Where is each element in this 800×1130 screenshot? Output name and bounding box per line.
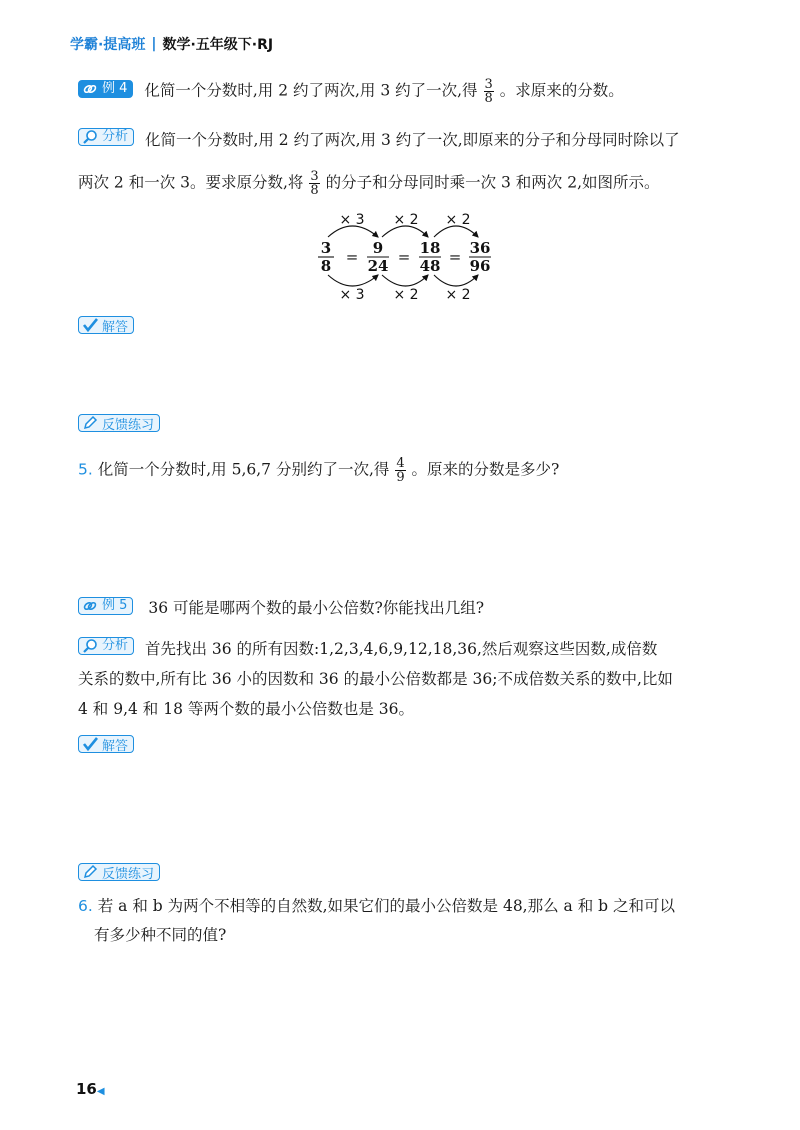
fraction-denominator: 8 <box>320 257 332 275</box>
practice-block-2 <box>78 863 160 884</box>
analysis-text: 4 和 9,4 和 18 等两个数的最小公倍数也是 36。 <box>78 700 415 718</box>
example-4-question <box>78 78 624 105</box>
fraction-numerator: 4 <box>396 456 405 471</box>
checkmark-icon <box>81 316 99 334</box>
question-6-line-1 <box>78 896 675 916</box>
analysis-tag <box>78 637 134 655</box>
page-arrow-icon: ◀ <box>96 1086 105 1097</box>
example-5-analysis-line-2 <box>78 669 673 689</box>
book-subject: 数学·五年级下·RJ <box>162 37 274 53</box>
example-4-label: 例 4 <box>102 80 128 96</box>
pencil-icon <box>81 863 99 881</box>
example-4-tag <box>78 80 133 98</box>
answer-block-2 <box>78 735 134 756</box>
example-5-analysis-line-1 <box>78 637 657 659</box>
example-4-fraction <box>484 78 494 105</box>
fraction-numerator: 3 <box>310 169 319 184</box>
practice-tag <box>78 863 160 881</box>
bottom-multiplier: × 2 <box>445 287 471 303</box>
fraction-denominator: 9 <box>396 470 405 485</box>
checkmark-icon <box>81 735 99 753</box>
link-icon <box>81 597 99 615</box>
analysis-text: 关系的数中,所有比 36 小的因数和 36 的最小公倍数都是 36;不成倍数关系的数中,比如 <box>78 670 673 688</box>
equals-sign: = <box>345 248 359 266</box>
example-4-analysis-line-2 <box>78 170 660 197</box>
answer-block-1 <box>78 316 134 337</box>
magnifier-icon <box>81 128 99 146</box>
practice-block-1 <box>78 414 160 435</box>
equals-sign: = <box>448 248 462 266</box>
example-5-label: 例 5 <box>102 598 128 613</box>
question-6-text: 有多少种不同的值? <box>94 926 227 944</box>
analysis-fraction <box>309 170 319 197</box>
bottom-multiplier: × 2 <box>393 287 419 303</box>
fraction-denominator: 8 <box>484 91 493 106</box>
analysis-label: 分析 <box>102 638 129 653</box>
example-4-text: 化简一个分数时,用 2 约了两次,用 3 约了一次,得 <box>144 81 478 100</box>
practice-label: 反馈练习 <box>102 417 155 433</box>
fraction-numerator: 3 <box>484 77 493 92</box>
equals-sign: = <box>397 248 411 266</box>
example-4-text-end: 。求原来的分数。 <box>499 81 624 100</box>
fraction-denominator: 24 <box>367 257 389 275</box>
analysis-text-end: 的分子和分母同时乘一次 3 和两次 2,如图所示。 <box>325 173 660 192</box>
example-5-analysis-line-3 <box>78 699 414 719</box>
answer-tag <box>78 316 134 334</box>
question-5-fraction <box>395 457 405 484</box>
example-5-text: 36 可能是哪两个数的最小公倍数?你能找出几组? <box>148 599 485 617</box>
question-5-text-end: 。原来的分数是多少? <box>411 460 560 479</box>
fraction-expansion-diagram <box>300 205 510 305</box>
pencil-icon <box>81 414 99 432</box>
top-multiplier: × 2 <box>393 212 419 228</box>
magnifier-icon <box>81 637 99 655</box>
analysis-text: 两次 2 和一次 3。要求原分数,将 <box>78 173 304 192</box>
question-5 <box>78 457 559 484</box>
arrow-bottom-2 <box>382 275 428 286</box>
question-number: 6. <box>78 897 93 915</box>
question-6-line-2 <box>94 925 226 945</box>
bottom-multiplier: × 3 <box>339 287 365 303</box>
question-6-text: 若 a 和 b 为两个不相等的自然数,如果它们的最小公倍数是 48,那么 a 和 b 之和可以 <box>97 897 675 915</box>
header-separator: | <box>151 36 157 52</box>
running-header <box>70 34 273 54</box>
example-5-question <box>78 597 484 618</box>
analysis-text: 首先找出 36 的所有因数:1,2,3,4,6,9,12,18,36,然后观察这些因数,成倍数 <box>144 640 658 658</box>
fraction-denominator: 96 <box>469 257 491 275</box>
practice-tag <box>78 414 160 432</box>
page-number-value: 16 <box>76 1080 97 1098</box>
answer-label: 解答 <box>102 738 129 754</box>
example-4-analysis-line-1 <box>78 128 680 150</box>
example-5-tag <box>78 597 133 615</box>
fraction-numerator: 18 <box>419 239 441 257</box>
question-5-text: 化简一个分数时,用 5,6,7 分别约了一次,得 <box>97 460 390 479</box>
top-multiplier: × 2 <box>445 212 471 228</box>
book-brand: 学霸·提高班 <box>70 37 146 53</box>
page-number <box>76 1080 105 1098</box>
fraction-numerator: 9 <box>372 239 384 257</box>
arrow-bottom-3 <box>434 275 478 286</box>
fraction-numerator: 36 <box>469 239 491 257</box>
fraction-denominator: 48 <box>419 257 441 275</box>
analysis-label: 分析 <box>102 129 129 144</box>
fraction-denominator: 8 <box>310 183 319 198</box>
answer-tag <box>78 735 134 753</box>
arrow-bottom-1 <box>328 275 378 286</box>
question-number: 5. <box>78 460 93 479</box>
fraction-numerator: 3 <box>320 239 332 257</box>
analysis-tag <box>78 128 134 146</box>
top-multiplier: × 3 <box>339 212 365 228</box>
practice-label: 反馈练习 <box>102 866 155 882</box>
link-icon <box>81 80 99 98</box>
answer-label: 解答 <box>102 319 129 335</box>
analysis-text: 化简一个分数时,用 2 约了两次,用 3 约了一次,即原来的分子和分母同时除以了 <box>144 131 680 149</box>
